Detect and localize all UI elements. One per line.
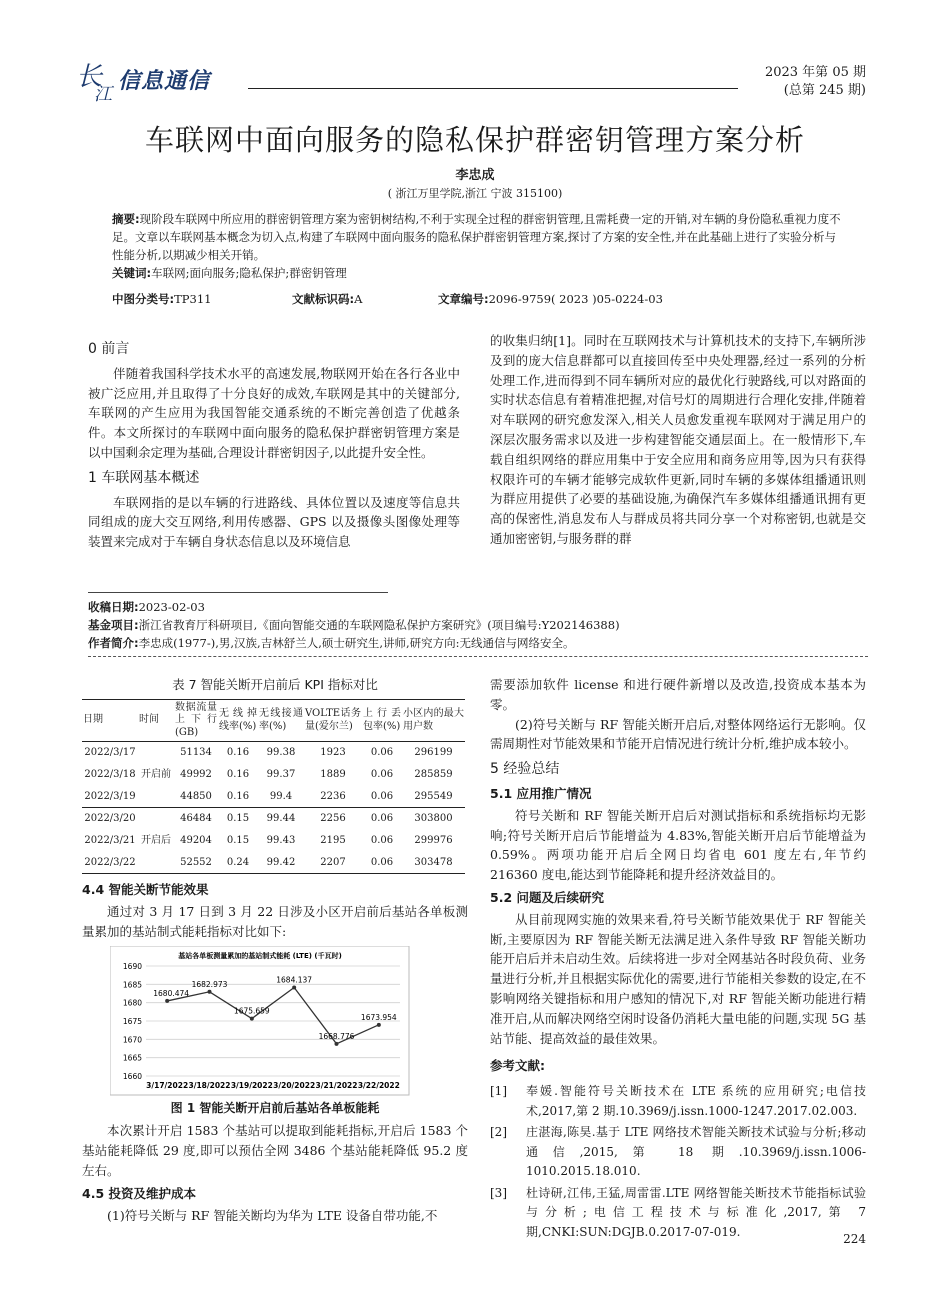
abstract-block bbox=[112, 210, 842, 282]
section-4-5-continuation: 需要添加软件 license 和进行硬件新增以及改造,投资成本基本为零。 bbox=[490, 677, 866, 712]
kpi-cell bbox=[138, 808, 174, 830]
chart-y-tick-label: 1675 bbox=[122, 1016, 142, 1026]
reference-text: 杜诗研,江伟,王猛,周雷雷.LTE 网络智能关断技术节能指标试验与分析;电信工程技术与标准化,2017,第 7 期,CNKI:SUN:DGJB.0.2017-07-019. bbox=[526, 1185, 866, 1239]
kpi-cell: 0.16 bbox=[226, 768, 250, 780]
kpi-cell: 0.06 bbox=[370, 834, 394, 846]
chart-title: 基站各单板测量累加的基站制式能耗 (LTE) (千瓦时) bbox=[178, 951, 342, 960]
kpi-cell: 0.24 bbox=[218, 852, 258, 874]
reference-item bbox=[490, 1184, 866, 1243]
doc-code-label: 文献标识码: bbox=[292, 292, 355, 306]
kpi-cell: 51134 bbox=[180, 747, 212, 759]
lower-right-column bbox=[490, 675, 866, 1244]
chart-data-label: 1682.973 bbox=[191, 979, 228, 989]
section-4-5-title: 4.5 投资及维护成本 bbox=[82, 1185, 196, 1201]
kpi-table-row bbox=[82, 852, 465, 874]
kpi-cell: 1889 bbox=[320, 768, 346, 780]
table-7-caption: 表 7 智能关断开启前后 KPI 指标对比 bbox=[172, 677, 378, 692]
journal-logo bbox=[76, 58, 241, 110]
logo-journal-name: 信息通信 bbox=[118, 69, 211, 94]
energy-line-chart bbox=[110, 946, 410, 1096]
kpi-header-cell: 上行丢包率(%) bbox=[362, 699, 402, 742]
kpi-cell: 2022/3/18 bbox=[84, 768, 136, 780]
kpi-cell: 285859 bbox=[414, 768, 453, 780]
kpi-cell: 52552 bbox=[174, 852, 218, 874]
bio-label: 作者简介: bbox=[88, 636, 139, 650]
chart-y-tick-label: 1690 bbox=[122, 961, 142, 971]
section-1-paragraph: 车联网指的是以车辆的行进路线、具体位置以及速度等信息共同组成的庞大交互网络,利用传感器、GPS 以及摄像头图像处理等装置来完成对于车辆自身状态信息以及环境信息 bbox=[88, 494, 460, 550]
references-list bbox=[490, 1082, 866, 1242]
kpi-cell: 1923 bbox=[320, 747, 346, 759]
after-figure-paragraph: 本次累计开启 1583 个基站可以提取到能耗指标,开启后 1583 个基站能耗降低 29 度,即可以预估全网 3486 个基站能耗降低 95.2 度左右。 bbox=[82, 1123, 468, 1179]
continuation-divider bbox=[88, 656, 868, 664]
kpi-table-row bbox=[82, 742, 465, 764]
header-rule bbox=[248, 88, 738, 89]
chart-data-label: 1675.659 bbox=[233, 1006, 270, 1016]
kpi-cell: 0.06 bbox=[370, 790, 394, 802]
kpi-cell: 0.15 bbox=[226, 834, 250, 846]
kpi-cell: 0.16 bbox=[226, 790, 250, 802]
logo-char-chang: 长 bbox=[76, 62, 103, 92]
chart-x-tick-label: 3/21/2022 bbox=[315, 1080, 358, 1090]
paper-author: 李忠成 bbox=[455, 168, 495, 183]
kpi-cell: 开启后 bbox=[141, 834, 171, 846]
reference-item bbox=[490, 1123, 866, 1182]
reference-text: 庄湛海,陈昊.基于 LTE 网络技术智能关断技术试验与分析;移动通信,2015,第 18 期.10.3969/j.issn.1006-1010.2015.18.010. bbox=[526, 1125, 866, 1179]
chart-y-tick-label: 1685 bbox=[122, 980, 142, 990]
kpi-cell: 0.06 bbox=[362, 808, 402, 830]
kpi-cell: 99.38 bbox=[266, 747, 296, 759]
kpi-cell bbox=[138, 742, 174, 764]
kpi-cell: 99.44 bbox=[258, 808, 304, 830]
kpi-cell: 2256 bbox=[304, 808, 362, 830]
kpi-cell: 99.42 bbox=[258, 852, 304, 874]
footnotes-block bbox=[88, 598, 868, 652]
kpi-table-row bbox=[82, 808, 465, 830]
kpi-cell: 2022/3/19 bbox=[84, 790, 136, 802]
received-date: 2023-02-03 bbox=[138, 600, 205, 614]
references-title: 参考文献: bbox=[490, 1058, 545, 1074]
upper-left-column bbox=[88, 334, 460, 552]
chart-y-tick-label: 1670 bbox=[122, 1035, 142, 1045]
section-4-4-paragraph: 通过对 3 月 17 日到 3 月 22 日涉及小区开启前后基站各单板测量累加的基站制式能耗指标对比如下: bbox=[82, 904, 468, 939]
kpi-header-cell: 时间 bbox=[138, 699, 174, 742]
paper-title: 车联网中面向服务的隐私保护群密钥管理方案分析 bbox=[144, 123, 805, 157]
kpi-header-cell: 无线接通率(%) bbox=[258, 699, 304, 742]
kpi-cell: 开启前 bbox=[141, 768, 171, 780]
section-0-title: 0 前言 bbox=[88, 341, 130, 357]
doc-code-value: A bbox=[354, 292, 363, 306]
chart-y-tick-label: 1665 bbox=[122, 1053, 142, 1063]
section-5-1-paragraph: 符号关断和 RF 智能关断开启后对测试指标和系统指标均无影响;符号关断开启后节能增益为 4.83%,智能关断开启后节能增益为 0.59%。两项功能开启后全网日均省电 601 度左右,年节约 216360 度电,能达到节能降耗和提升经济效益目的。 bbox=[490, 807, 866, 883]
fund-label: 基金项目: bbox=[88, 618, 139, 632]
keywords-label: 关键词: bbox=[112, 266, 152, 280]
chart-data-label: 1684.137 bbox=[276, 975, 313, 985]
chart-data-point bbox=[335, 1042, 339, 1046]
clc-value: TP311 bbox=[174, 292, 212, 306]
kpi-cell: 2207 bbox=[304, 852, 362, 874]
kpi-cell: 2195 bbox=[320, 834, 346, 846]
kpi-header-cell: 日期 bbox=[82, 699, 138, 742]
kpi-header-cell: VOLTE话务量(爱尔兰) bbox=[304, 699, 362, 742]
kpi-cell: 2022/3/21 bbox=[84, 834, 136, 846]
kpi-cell: 99.4 bbox=[269, 790, 293, 802]
kpi-cell bbox=[138, 786, 174, 808]
kpi-cell: 303800 bbox=[402, 808, 465, 830]
kpi-cell: 2236 bbox=[320, 790, 346, 802]
kpi-cell: 299976 bbox=[414, 834, 453, 846]
chart-data-label: 1673.954 bbox=[360, 1012, 397, 1022]
kpi-cell: 295549 bbox=[414, 790, 453, 802]
reference-number: [1] bbox=[490, 1084, 507, 1099]
chart-data-label: 1680.474 bbox=[153, 988, 190, 998]
kpi-cell: 49992 bbox=[180, 768, 212, 780]
article-no-label: 文章编号: bbox=[438, 292, 489, 306]
right-column-paragraph: 的收集归纳[1]。同时在互联网技术与计算机技术的支持下,车辆所涉及到的庞大信息群都可以直接回传至中央处理器,经过一系列的分析处理工作,进而得到不同车辆所对应的最优化行驶路线,可以对路面的实时状态信息有着精准把握,对信号灯的周期进行合理化安排,伴随着对车联网的研究愈发深入,相关人员愈发重视车联网对于满足用户的深层次服务需求以及进一步构建智能交通层面上。在一般情形下,车载自组织网络的群应用集中于安全应用和商务应用等,因为只有获得权限许可的车辆才能够完成软件更新,同时车辆的多媒体组播通讯则为群应用提供了必要的基础设施,为确保汽车多媒体组播通讯拥有更高的保密性,消息发布人与群成员将共同分享一个对称密钥,也就是交通加密密钥,与服务群的群 bbox=[490, 333, 866, 546]
logo-char-jiang: 江 bbox=[94, 84, 112, 105]
kpi-cell: 46484 bbox=[174, 808, 218, 830]
chart-x-tick-label: 3/20/2022 bbox=[273, 1080, 316, 1090]
section-1-title: 1 车联网基本概述 bbox=[88, 469, 200, 486]
kpi-cell: 0.06 bbox=[370, 768, 394, 780]
kpi-cell: 44850 bbox=[180, 790, 212, 802]
chart-data-point bbox=[208, 989, 212, 993]
kpi-table-row bbox=[82, 786, 465, 808]
kpi-cell: 296199 bbox=[414, 747, 453, 759]
section-5-2-title: 5.2 问题及后续研究 bbox=[490, 889, 604, 905]
kpi-cell: 2022/3/22 bbox=[82, 852, 138, 874]
fund-text: 浙江省教育厅科研项目,《面向智能交通的车联网隐私保护方案研究》(项目编号:Y202146388) bbox=[138, 618, 620, 632]
figure-1-caption: 图 1 智能关断开启前后基站各单板能耗 bbox=[170, 1100, 380, 1115]
kpi-cell: 0.15 bbox=[218, 808, 258, 830]
kpi-cell: 0.16 bbox=[226, 747, 250, 759]
lower-left-column bbox=[82, 675, 468, 1225]
chart-data-label: 1668.776 bbox=[318, 1031, 355, 1041]
kpi-table-row bbox=[82, 764, 465, 786]
section-4-4-title: 4.4 智能关断节能效果 bbox=[82, 882, 209, 898]
kpi-table-row bbox=[82, 830, 465, 852]
section-5-2-paragraph: 从目前现网实施的效果来看,符号关断节能效果优于 RF 智能关断,主要原因为 RF 智能关断无法满足进入条件导致 RF 智能关断功能开启后并未启动生效。后续将进一步对全网基站各时段负荷、业务量进行分析,并且根据实际优化的需要,进行节能相关参数的设定,在不影响网络关键指标和用户感知的情况下,对 RF 智能关断功能进行精准开启,从而解决网络空闲时设备仍消耗大量电能的问题,实现 5G 基站节能、提高效益的最佳效果。 bbox=[490, 911, 866, 1046]
paper-affiliation: ( 浙江万里学院,浙江 宁波 315100) bbox=[387, 187, 563, 200]
chart-y-tick-label: 1680 bbox=[122, 998, 142, 1008]
reference-text: 奉媛.智能符号关断技术在 LTE 系统的应用研究;电信技术,2017,第 2 期.10.3969/j.issn.1000-1247.2017.02.003. bbox=[526, 1084, 866, 1118]
section-4-5-paragraph-1: (1)符号关断与 RF 智能关断均为华为 LTE 设备自带功能,不 bbox=[107, 1207, 438, 1223]
issue-line-2: (总第 245 期) bbox=[783, 83, 866, 98]
kpi-cell: 2022/3/17 bbox=[84, 747, 136, 759]
chart-data-point bbox=[165, 999, 169, 1003]
bio-text: 李忠成(1977-),男,汉族,吉林舒兰人,硕士研究生,讲师,研究方向:无线通信与网络安全。 bbox=[138, 636, 575, 650]
kpi-cell bbox=[138, 852, 174, 874]
chart-data-point bbox=[377, 1023, 381, 1027]
upper-right-column bbox=[490, 331, 866, 549]
kpi-cell: 303478 bbox=[402, 852, 465, 874]
section-5-title: 5 经验总结 bbox=[490, 761, 560, 778]
chart-data-point bbox=[250, 1016, 254, 1020]
received-label: 收稿日期: bbox=[88, 600, 139, 614]
reference-number: [3] bbox=[490, 1185, 507, 1200]
section-0-paragraph: 伴随着我国科学技术水平的高速发展,物联网开始在各行各业中被广泛应用,并且取得了十分良好的成效,车联网是其中的关键部分,车联网的产生应用为我国智能交通系统的不断完善创造了优越条件。本文所探讨的车联网中面向服务的隐私保护群密钥管理方案是以中国剩余定理为基础,合理设计群密钥因子,以此提升安全性。 bbox=[88, 365, 460, 460]
article-no-value: 2096-9759( 2023 )05-0224-03 bbox=[488, 292, 663, 306]
kpi-header-cell: 无线掉线率(%) bbox=[218, 699, 258, 742]
chart-x-tick-label: 3/19/2022 bbox=[230, 1080, 273, 1090]
chart-x-tick-label: 3/17/2022 bbox=[146, 1080, 189, 1090]
keywords-text: 车联网;面向服务;隐私保护;群密钥管理 bbox=[151, 266, 347, 280]
issue-line-1: 2023 年第 05 期 bbox=[764, 65, 866, 80]
reference-number: [2] bbox=[490, 1125, 507, 1140]
kpi-cell: 0.06 bbox=[370, 747, 394, 759]
kpi-cell: 2022/3/20 bbox=[82, 808, 138, 830]
chart-y-tick-label: 1660 bbox=[122, 1071, 142, 1081]
clc-label: 中图分类号: bbox=[112, 292, 175, 306]
chart-x-tick-label: 3/18/2022 bbox=[188, 1080, 231, 1090]
kpi-cell: 49204 bbox=[180, 834, 212, 846]
section-4-5-paragraph-2: (2)符号关断与 RF 智能关断开启后,对整体网络运行无影响。仅需周期性对节能效果和节能开启情况进行统计分析,维护成本较小。 bbox=[490, 716, 866, 752]
footnote-rule bbox=[88, 592, 388, 593]
chart-data-point bbox=[292, 985, 296, 989]
abstract-text: 现阶段车联网中所应用的群密钥管理方案为密钥树结构,不利于实现全过程的群密钥管理,且需耗费一定的开销,对车辆的身份隐私重视力度不足。文章以车联网基本概念为切入点,构建了车联网中面向服务的隐私保护群密钥管理方案,探讨了方案的安全性,并在此基础上进行了实验分析与性能分析,以期减少相关开销。 bbox=[112, 212, 841, 262]
kpi-table bbox=[82, 699, 465, 875]
kpi-header-cell: 小区内的最大用户数 bbox=[402, 699, 465, 742]
kpi-cell: 99.43 bbox=[266, 834, 296, 846]
page-number: 224 bbox=[843, 1232, 866, 1246]
reference-item bbox=[490, 1082, 866, 1121]
kpi-cell: 0.06 bbox=[362, 852, 402, 874]
issue-info bbox=[765, 64, 866, 100]
section-5-1-title: 5.1 应用推广情况 bbox=[490, 785, 592, 801]
kpi-header-cell: 数据流量上下行(GB) bbox=[174, 699, 218, 742]
kpi-cell: 99.37 bbox=[266, 768, 296, 780]
chart-x-tick-label: 3/22/2022 bbox=[357, 1080, 400, 1090]
abstract-label: 摘要: bbox=[112, 212, 140, 226]
